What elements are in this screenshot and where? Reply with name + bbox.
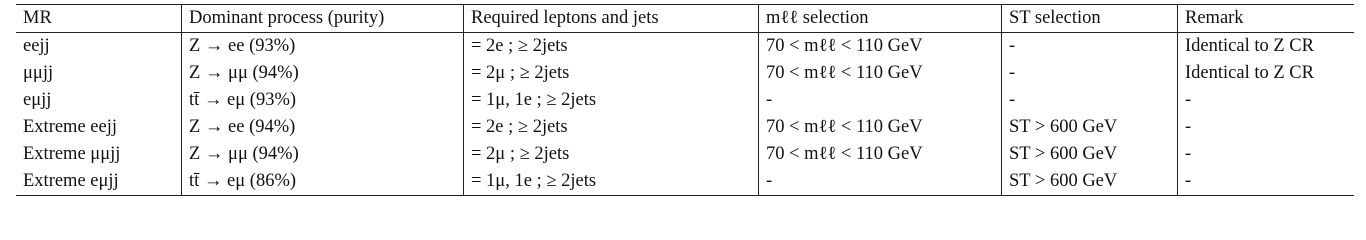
cell-process: tt̄ → eμ (86%)	[182, 168, 464, 196]
table-header	[16, 5, 1354, 33]
cell-remark: Identical to Z CR	[1178, 60, 1355, 87]
cell-mr: Extreme eμjj	[23, 171, 119, 191]
cell-st: -	[1002, 87, 1178, 114]
cell-leptons: = 2e ; ≥ 2jets	[464, 33, 759, 61]
cell-mr: eejj	[23, 36, 50, 56]
cell-process: Z → μμ (94%)	[182, 60, 464, 87]
cell-leptons: = 1μ, 1e ; ≥ 2jets	[464, 87, 759, 114]
header-mr: MR	[23, 8, 52, 28]
cell-mll: 70 < mℓℓ < 110 GeV	[759, 33, 1002, 61]
cell-leptons: = 2μ ; ≥ 2jets	[464, 60, 759, 87]
cell-mll: -	[759, 87, 1002, 114]
cell-st: ST > 600 GeV	[1002, 141, 1178, 168]
table-row	[16, 168, 1354, 196]
header-dominant-process: Dominant process (purity)	[182, 5, 464, 33]
cell-mr: eμjj	[23, 90, 52, 110]
selection-table	[16, 4, 1354, 196]
cell-st: -	[1002, 60, 1178, 87]
cell-leptons: = 2e ; ≥ 2jets	[464, 114, 759, 141]
cell-mll: 70 < mℓℓ < 110 GeV	[759, 114, 1002, 141]
header-st-selection: ST selection	[1002, 5, 1178, 33]
cell-mll: -	[759, 168, 1002, 196]
cell-process: Z → μμ (94%)	[182, 141, 464, 168]
cell-process: Z → ee (93%)	[182, 33, 464, 61]
cell-mr: μμjj	[23, 63, 54, 83]
cell-leptons: = 1μ, 1e ; ≥ 2jets	[464, 168, 759, 196]
cell-remark: -	[1178, 168, 1355, 196]
cell-mr: Extreme μμjj	[23, 144, 121, 164]
cell-mll: 70 < mℓℓ < 110 GeV	[759, 141, 1002, 168]
cell-remark: -	[1178, 87, 1355, 114]
cell-leptons: = 2μ ; ≥ 2jets	[464, 141, 759, 168]
header-remark: Remark	[1178, 5, 1355, 33]
cell-st: ST > 600 GeV	[1002, 168, 1178, 196]
cell-st: -	[1002, 33, 1178, 61]
table-row	[16, 87, 1354, 114]
cell-remark: -	[1178, 141, 1355, 168]
cell-remark: Identical to Z CR	[1178, 33, 1355, 61]
table-row	[16, 141, 1354, 168]
cell-remark: -	[1178, 114, 1355, 141]
table-body	[16, 33, 1354, 196]
header-required-leptons: Required leptons and jets	[464, 5, 759, 33]
cell-mll: 70 < mℓℓ < 110 GeV	[759, 60, 1002, 87]
header-row	[16, 5, 1354, 33]
header-mll-selection: mℓℓ selection	[759, 5, 1002, 33]
cell-process: Z → ee (94%)	[182, 114, 464, 141]
cell-mr: Extreme eejj	[23, 117, 117, 137]
table-row	[16, 114, 1354, 141]
cell-st: ST > 600 GeV	[1002, 114, 1178, 141]
table-row	[16, 60, 1354, 87]
cell-process: tt̄ → eμ (93%)	[182, 87, 464, 114]
table-row	[16, 33, 1354, 61]
